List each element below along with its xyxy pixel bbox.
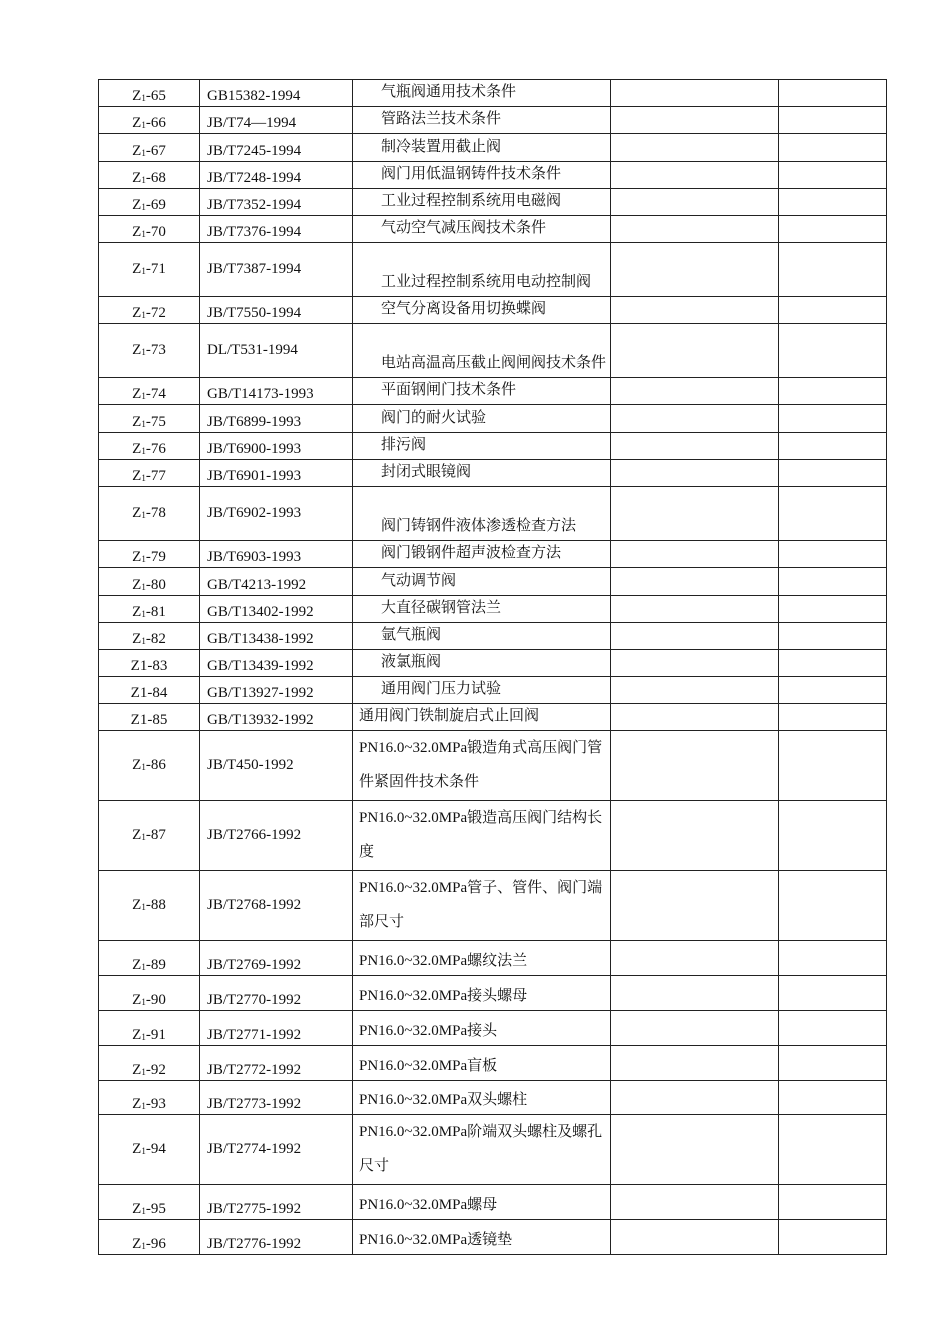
table-row: [99, 405, 887, 433]
row-standard-number: JB/T6901-1993: [200, 460, 353, 487]
row-code: $Z_1-81$: [99, 596, 200, 623]
row-empty-cell: [779, 677, 887, 704]
row-standard-number: GB/T4213-1992: [200, 568, 353, 596]
row-standard-number: JB/T450-1992: [200, 731, 353, 801]
row-code: $Z_1-77$: [99, 460, 200, 487]
row-code: $Z_1-91$: [99, 1011, 200, 1046]
row-standard-name: 空气分离设备用切换蝶阀: [353, 297, 611, 324]
row-empty-cell: [779, 189, 887, 216]
row-code: $Z_1-71$: [99, 243, 200, 297]
table-row: [99, 1046, 887, 1081]
row-empty-cell: [779, 650, 887, 677]
row-empty-cell: [611, 596, 779, 623]
row-standard-number: JB/T6899-1993: [200, 405, 353, 433]
row-empty-cell: [611, 216, 779, 243]
row-standard-number: JB/T6902-1993: [200, 487, 353, 541]
row-standard-name: PN16.0~32.0MPa双头螺柱: [353, 1081, 611, 1115]
row-standard-number: GB15382-1994: [200, 80, 353, 107]
row-empty-cell: [611, 405, 779, 433]
row-standard-name: 管路法兰技术条件: [353, 107, 611, 134]
standards-table: [98, 79, 887, 1255]
row-standard-name: PN16.0~32.0MPa盲板: [353, 1046, 611, 1081]
row-empty-cell: [779, 460, 887, 487]
row-code: $Z_1-82$: [99, 623, 200, 650]
row-empty-cell: [779, 134, 887, 162]
row-empty-cell: [611, 1046, 779, 1081]
row-standard-number: GB/T13438-1992: [200, 623, 353, 650]
row-empty-cell: [611, 1081, 779, 1115]
row-standard-name: PN16.0~32.0MPa接头螺母: [353, 976, 611, 1011]
row-empty-cell: [611, 162, 779, 189]
row-code: $Z_1-68$: [99, 162, 200, 189]
table-row: [99, 243, 887, 297]
row-empty-cell: [779, 1115, 887, 1185]
row-standard-name: 制冷装置用截止阀: [353, 134, 611, 162]
row-standard-number: JB/T6903-1993: [200, 541, 353, 568]
row-code: Z1-85: [99, 704, 200, 731]
row-empty-cell: [779, 487, 887, 541]
table-row: [99, 134, 887, 162]
row-empty-cell: [779, 731, 887, 801]
table-row: [99, 623, 887, 650]
row-standard-number: GB/T13932-1992: [200, 704, 353, 731]
row-empty-cell: [611, 568, 779, 596]
row-standard-number: JB/T2770-1992: [200, 976, 353, 1011]
table-row: [99, 941, 887, 976]
row-code: Z1-83: [99, 650, 200, 677]
table-row: [99, 297, 887, 324]
row-code: Z1-84: [99, 677, 200, 704]
row-standard-number: JB/T2769-1992: [200, 941, 353, 976]
row-standard-number: JB/T2768-1992: [200, 871, 353, 941]
row-code: $Z_1-75$: [99, 405, 200, 433]
row-standard-number: JB/T2775-1992: [200, 1185, 353, 1220]
table-row: [99, 1185, 887, 1220]
table-row: [99, 568, 887, 596]
table-row: [99, 80, 887, 107]
row-standard-name: 通用阀门压力试验: [353, 677, 611, 704]
row-empty-cell: [779, 1081, 887, 1115]
row-code: $Z_1-67$: [99, 134, 200, 162]
row-empty-cell: [611, 704, 779, 731]
table-row: [99, 871, 887, 941]
table-row: [99, 324, 887, 378]
row-empty-cell: [779, 378, 887, 405]
row-empty-cell: [611, 80, 779, 107]
row-code: $Z_1-66$: [99, 107, 200, 134]
row-empty-cell: [779, 243, 887, 297]
row-code: $Z_1-92$: [99, 1046, 200, 1081]
table-row: [99, 433, 887, 460]
row-empty-cell: [779, 704, 887, 731]
row-standard-name: 工业过程控制系统用电动控制阀: [353, 243, 611, 297]
row-standard-number: JB/T7248-1994: [200, 162, 353, 189]
row-code: $Z_1-80$: [99, 568, 200, 596]
row-standard-number: JB/T2776-1992: [200, 1220, 353, 1255]
row-code: $Z_1-70$: [99, 216, 200, 243]
row-empty-cell: [611, 941, 779, 976]
row-code: $Z_1-89$: [99, 941, 200, 976]
row-empty-cell: [779, 801, 887, 871]
row-empty-cell: [611, 433, 779, 460]
row-standard-name: 电站高温高压截止阀闸阀技术条件: [353, 324, 611, 378]
row-code: $Z_1-76$: [99, 433, 200, 460]
row-code: $Z_1-69$: [99, 189, 200, 216]
row-empty-cell: [779, 324, 887, 378]
row-empty-cell: [779, 433, 887, 460]
row-code: $Z_1-86$: [99, 731, 200, 801]
row-standard-number: JB/T7245-1994: [200, 134, 353, 162]
row-standard-number: JB/T2766-1992: [200, 801, 353, 871]
row-empty-cell: [611, 976, 779, 1011]
row-empty-cell: [779, 216, 887, 243]
row-standard-number: JB/T6900-1993: [200, 433, 353, 460]
row-code: $Z_1-90$: [99, 976, 200, 1011]
row-empty-cell: [779, 1011, 887, 1046]
row-empty-cell: [611, 650, 779, 677]
row-standard-name: 排污阀: [353, 433, 611, 460]
table-row: [99, 976, 887, 1011]
table-row: [99, 650, 887, 677]
row-code: $Z_1-79$: [99, 541, 200, 568]
row-standard-name: PN16.0~32.0MPa管子、管件、阀门端部尺寸: [353, 871, 611, 941]
row-standard-name: PN16.0~32.0MPa接头: [353, 1011, 611, 1046]
row-empty-cell: [779, 941, 887, 976]
table-row: [99, 704, 887, 731]
row-standard-number: GB/T13927-1992: [200, 677, 353, 704]
row-code: $Z_1-78$: [99, 487, 200, 541]
table-row: [99, 1220, 887, 1255]
row-empty-cell: [779, 596, 887, 623]
table-row: [99, 107, 887, 134]
row-code: $Z_1-72$: [99, 297, 200, 324]
table-row: [99, 378, 887, 405]
row-empty-cell: [779, 976, 887, 1011]
row-code: $Z_1-95$: [99, 1185, 200, 1220]
table-row: [99, 1115, 887, 1185]
row-empty-cell: [611, 1185, 779, 1220]
row-standard-name: 氩气瓶阀: [353, 623, 611, 650]
row-empty-cell: [779, 107, 887, 134]
row-empty-cell: [611, 134, 779, 162]
row-empty-cell: [611, 297, 779, 324]
row-standard-number: JB/T7387-1994: [200, 243, 353, 297]
row-empty-cell: [611, 1011, 779, 1046]
row-empty-cell: [779, 162, 887, 189]
row-empty-cell: [779, 80, 887, 107]
row-empty-cell: [611, 801, 779, 871]
row-code: $Z_1-73$: [99, 324, 200, 378]
table-row: [99, 1011, 887, 1046]
row-code: $Z_1-88$: [99, 871, 200, 941]
table-row: [99, 677, 887, 704]
row-standard-name: 阀门锻钢件超声波检查方法: [353, 541, 611, 568]
table-row: [99, 801, 887, 871]
row-standard-number: GB/T13402-1992: [200, 596, 353, 623]
row-empty-cell: [611, 243, 779, 297]
row-empty-cell: [611, 189, 779, 216]
row-standard-name: 阀门的耐火试验: [353, 405, 611, 433]
row-standard-name: 阀门铸钢件液体渗透检查方法: [353, 487, 611, 541]
row-empty-cell: [779, 1046, 887, 1081]
row-standard-name: 工业过程控制系统用电磁阀: [353, 189, 611, 216]
row-empty-cell: [779, 297, 887, 324]
row-standard-number: JB/T74—1994: [200, 107, 353, 134]
row-code: $Z_1-96$: [99, 1220, 200, 1255]
row-standard-name: PN16.0~32.0MPa阶端双头螺柱及螺孔尺寸: [353, 1115, 611, 1185]
row-empty-cell: [779, 623, 887, 650]
row-empty-cell: [611, 623, 779, 650]
row-code: $Z_1-74$: [99, 378, 200, 405]
row-empty-cell: [779, 1220, 887, 1255]
row-empty-cell: [611, 1220, 779, 1255]
table-row: [99, 596, 887, 623]
standards-table-body: [99, 80, 887, 1255]
row-standard-number: DL/T531-1994: [200, 324, 353, 378]
row-empty-cell: [611, 378, 779, 405]
row-empty-cell: [611, 871, 779, 941]
row-empty-cell: [779, 871, 887, 941]
row-standard-number: JB/T7352-1994: [200, 189, 353, 216]
row-empty-cell: [779, 1185, 887, 1220]
table-row: [99, 731, 887, 801]
row-empty-cell: [611, 731, 779, 801]
row-empty-cell: [611, 324, 779, 378]
row-standard-name: 大直径碳钢管法兰: [353, 596, 611, 623]
row-standard-name: 气动调节阀: [353, 568, 611, 596]
row-standard-name: 封闭式眼镜阀: [353, 460, 611, 487]
row-standard-number: JB/T2773-1992: [200, 1081, 353, 1115]
row-standard-number: JB/T2772-1992: [200, 1046, 353, 1081]
row-empty-cell: [779, 568, 887, 596]
row-standard-number: GB/T14173-1993: [200, 378, 353, 405]
row-standard-name: 液氯瓶阀: [353, 650, 611, 677]
table-row: [99, 189, 887, 216]
row-standard-name: 气动空气减压阀技术条件: [353, 216, 611, 243]
row-empty-cell: [779, 405, 887, 433]
row-empty-cell: [611, 541, 779, 568]
row-code: $Z_1-87$: [99, 801, 200, 871]
row-code: $Z_1-93$: [99, 1081, 200, 1115]
row-standard-name: 平面钢闸门技术条件: [353, 378, 611, 405]
row-code: $Z_1-94$: [99, 1115, 200, 1185]
row-empty-cell: [779, 541, 887, 568]
table-row: [99, 541, 887, 568]
row-empty-cell: [611, 677, 779, 704]
row-standard-number: JB/T7376-1994: [200, 216, 353, 243]
row-code: $Z_1-65$: [99, 80, 200, 107]
row-empty-cell: [611, 1115, 779, 1185]
row-empty-cell: [611, 107, 779, 134]
row-standard-name: PN16.0~32.0MPa锻造高压阀门结构长度: [353, 801, 611, 871]
row-standard-number: JB/T7550-1994: [200, 297, 353, 324]
row-standard-name: PN16.0~32.0MPa螺纹法兰: [353, 941, 611, 976]
row-empty-cell: [611, 487, 779, 541]
table-row: [99, 487, 887, 541]
row-standard-number: JB/T2774-1992: [200, 1115, 353, 1185]
row-standard-name: 通用阀门铁制旋启式止回阀: [353, 704, 611, 731]
row-standard-name: 阀门用低温钢铸件技术条件: [353, 162, 611, 189]
table-row: [99, 460, 887, 487]
table-row: [99, 1081, 887, 1115]
table-row: [99, 216, 887, 243]
row-standard-name: PN16.0~32.0MPa锻造角式高压阀门管件紧固件技术条件: [353, 731, 611, 801]
row-standard-name: PN16.0~32.0MPa螺母: [353, 1185, 611, 1220]
row-standard-name: PN16.0~32.0MPa透镜垫: [353, 1220, 611, 1255]
row-empty-cell: [611, 460, 779, 487]
row-standard-number: JB/T2771-1992: [200, 1011, 353, 1046]
row-standard-number: GB/T13439-1992: [200, 650, 353, 677]
table-row: [99, 162, 887, 189]
row-standard-name: 气瓶阀通用技术条件: [353, 80, 611, 107]
